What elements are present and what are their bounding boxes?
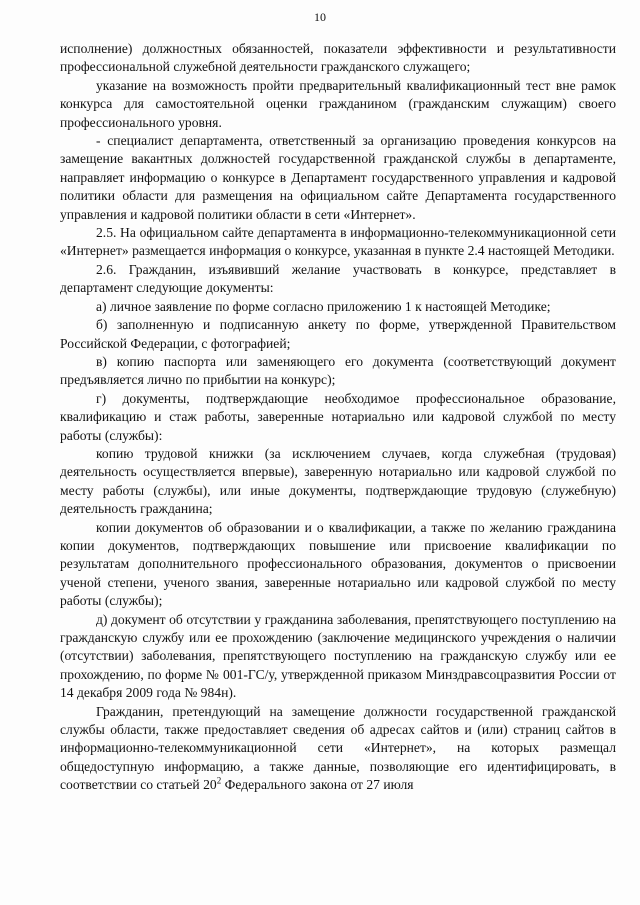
paragraph-9: г) документы, подтверждающие необходимое профессиональное образование, квалификацию и стаж работы, заверенные нотариально или кадровой службой по месту работы (службы): xyxy=(60,390,616,443)
paragraph-last-tail: Федерального закона от 27 июля xyxy=(221,777,414,793)
paragraph-10: копию трудовой книжки (за исключением случаев, когда служебная (трудовая) деятельность осуществляется впервые), заверенную нотариально или кадровой службой по месту работы (службы), или иные документы, подтверждающие трудовую (служебную) деятельность гражданина; xyxy=(60,445,616,517)
paragraph-3: - специалист департамента, ответственный за организацию проведения конкурсов на замещение вакантных должностей государственной гражданской службы в департаменте, направляет информацию о конкурсе в Департамент государственного управления и кадровой политики области для размещения на официальном сайте Департамента государственного управления и кадровой политики области в сети «Интернет». xyxy=(60,133,616,222)
paragraph-last xyxy=(60,703,616,795)
paragraph-12: д) документ об отсутствии у гражданина заболевания, препятствующего поступлению на гражданскую службу или ее прохождению (заключение медицинского учреждения о наличии (отсутствии) заболевания, препятствующего поступлению на гражданскую службу или ее прохождению, по форме № 001-ГС/у, утвержденной приказом Минздравсоцразвития России от 14 декабря 2009 года № 984н). xyxy=(60,611,616,701)
paragraph-8: в) копию паспорта или заменяющего его документа (соответствующий документ предъявляется лично по прибытии на конкурс); xyxy=(60,353,616,388)
paragraph-5: 2.6. Гражданин, изъявивший желание участвовать в конкурсе, представляет в департамент следующие документы: xyxy=(60,261,616,296)
page-number: 10 xyxy=(314,10,326,24)
superscript-2: 2 xyxy=(216,775,222,786)
paragraph-7: б) заполненную и подписанную анкету по форме, утвержденной Правительством Российской Федерации, с фотографией; xyxy=(60,317,616,351)
paragraph-last-text: Гражданин, претендующий на замещение должности государственной гражданской службы области, также предоставляет сведения об адресах сайтов и (или) страниц сайтов в информационно-телекоммуникационной сети «Интернет», на которых размещал общедоступную информацию, а также данные, позволяющие его идентифицировать, в соответствии со статьей 20 xyxy=(60,703,616,793)
paragraph-2: указание на возможность пройти предварительный квалификационный тест вне рамок конкурса для самостоятельной оценки гражданином (гражданским служащим) своего профессионального уровня. xyxy=(60,77,616,130)
paragraph-11: копии документов об образовании и о квалификации, а также по желанию гражданина копии документов, подтверждающих повышение или присвоение квалификации по результатам дополнительного профессионального образования, документов о присвоении ученой степени, ученого звания, заверенные нотариально или кадровой службой по месту работы (службы); xyxy=(60,519,616,609)
paragraph-4: 2.5. На официальном сайте департамента в информационно-телекоммуникационной сети «Интернет» размещается информация о конкурсе, указанная в пункте 2.4 настоящей Методики. xyxy=(60,225,616,259)
paragraph-6: а) личное заявление по форме согласно приложению 1 к настоящей Методике; xyxy=(96,298,551,314)
paragraph-1: исполнение) должностных обязанностей, показатели эффективности и результативности профессиональной служебной деятельности гражданского служащего; xyxy=(60,41,616,75)
document-body xyxy=(60,40,616,795)
